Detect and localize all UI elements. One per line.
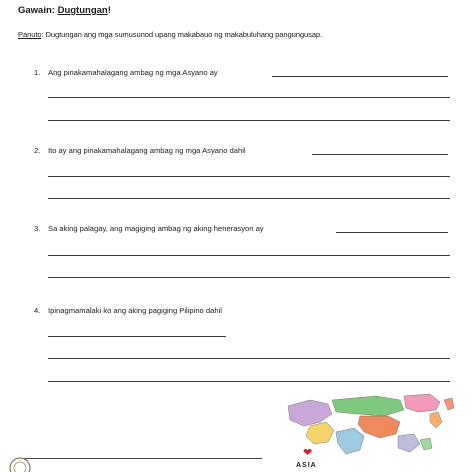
- title-prefix: Gawain:: [18, 5, 58, 16]
- answer-line-1-inline[interactable]: [272, 76, 448, 77]
- answer-line-4c[interactable]: [48, 381, 450, 382]
- question-3-number: 3.: [34, 224, 41, 233]
- question-1-number: 1.: [34, 68, 41, 77]
- answer-line-3-inline[interactable]: [336, 232, 448, 233]
- signature-line: [22, 458, 262, 459]
- answer-line-4a[interactable]: [48, 336, 226, 337]
- answer-line-3b[interactable]: [48, 277, 450, 278]
- question-2: [34, 146, 246, 155]
- question-3-text: Sa aking palagay, ang magiging ambag ng aking henerasyon ay: [48, 224, 264, 233]
- heart-icon: ❤: [303, 447, 313, 459]
- answer-line-4b[interactable]: [48, 358, 450, 359]
- question-4: [34, 306, 222, 315]
- question-1: [34, 68, 218, 77]
- question-2-number: 2.: [34, 146, 41, 155]
- asia-logo-text: ASIA: [296, 462, 317, 469]
- question-4-text: Ipinagmamalaki ko ang aking pagiging Pilipino dahil: [48, 306, 222, 315]
- answer-line-2a[interactable]: [48, 176, 450, 177]
- title-underlined: Dugtungan: [57, 5, 108, 16]
- answer-line-3a[interactable]: [48, 255, 450, 256]
- instructions-label: Panuto: [18, 30, 42, 39]
- question-2-text: Ito ay ang pinakamahalagang ambag ng mga Asyano dahil: [48, 146, 246, 155]
- answer-line-2b[interactable]: [48, 198, 450, 199]
- instructions-text: : Dugtungan ang mga sumusunod upang makabauo ng makabuluhang pangungusap.: [41, 30, 323, 39]
- worksheet-title: [18, 5, 111, 16]
- answer-line-1b[interactable]: [48, 120, 450, 121]
- school-seal-icon: [8, 456, 32, 472]
- question-4-number: 4.: [34, 306, 41, 315]
- answer-line-2-inline[interactable]: [312, 154, 448, 155]
- instructions: [18, 30, 322, 39]
- title-suffix: !: [107, 5, 111, 16]
- question-1-text: Ang pinakamahalagang ambag ng mga Asyano ay: [48, 68, 218, 77]
- question-3: [34, 224, 264, 233]
- answer-line-1a[interactable]: [48, 97, 450, 98]
